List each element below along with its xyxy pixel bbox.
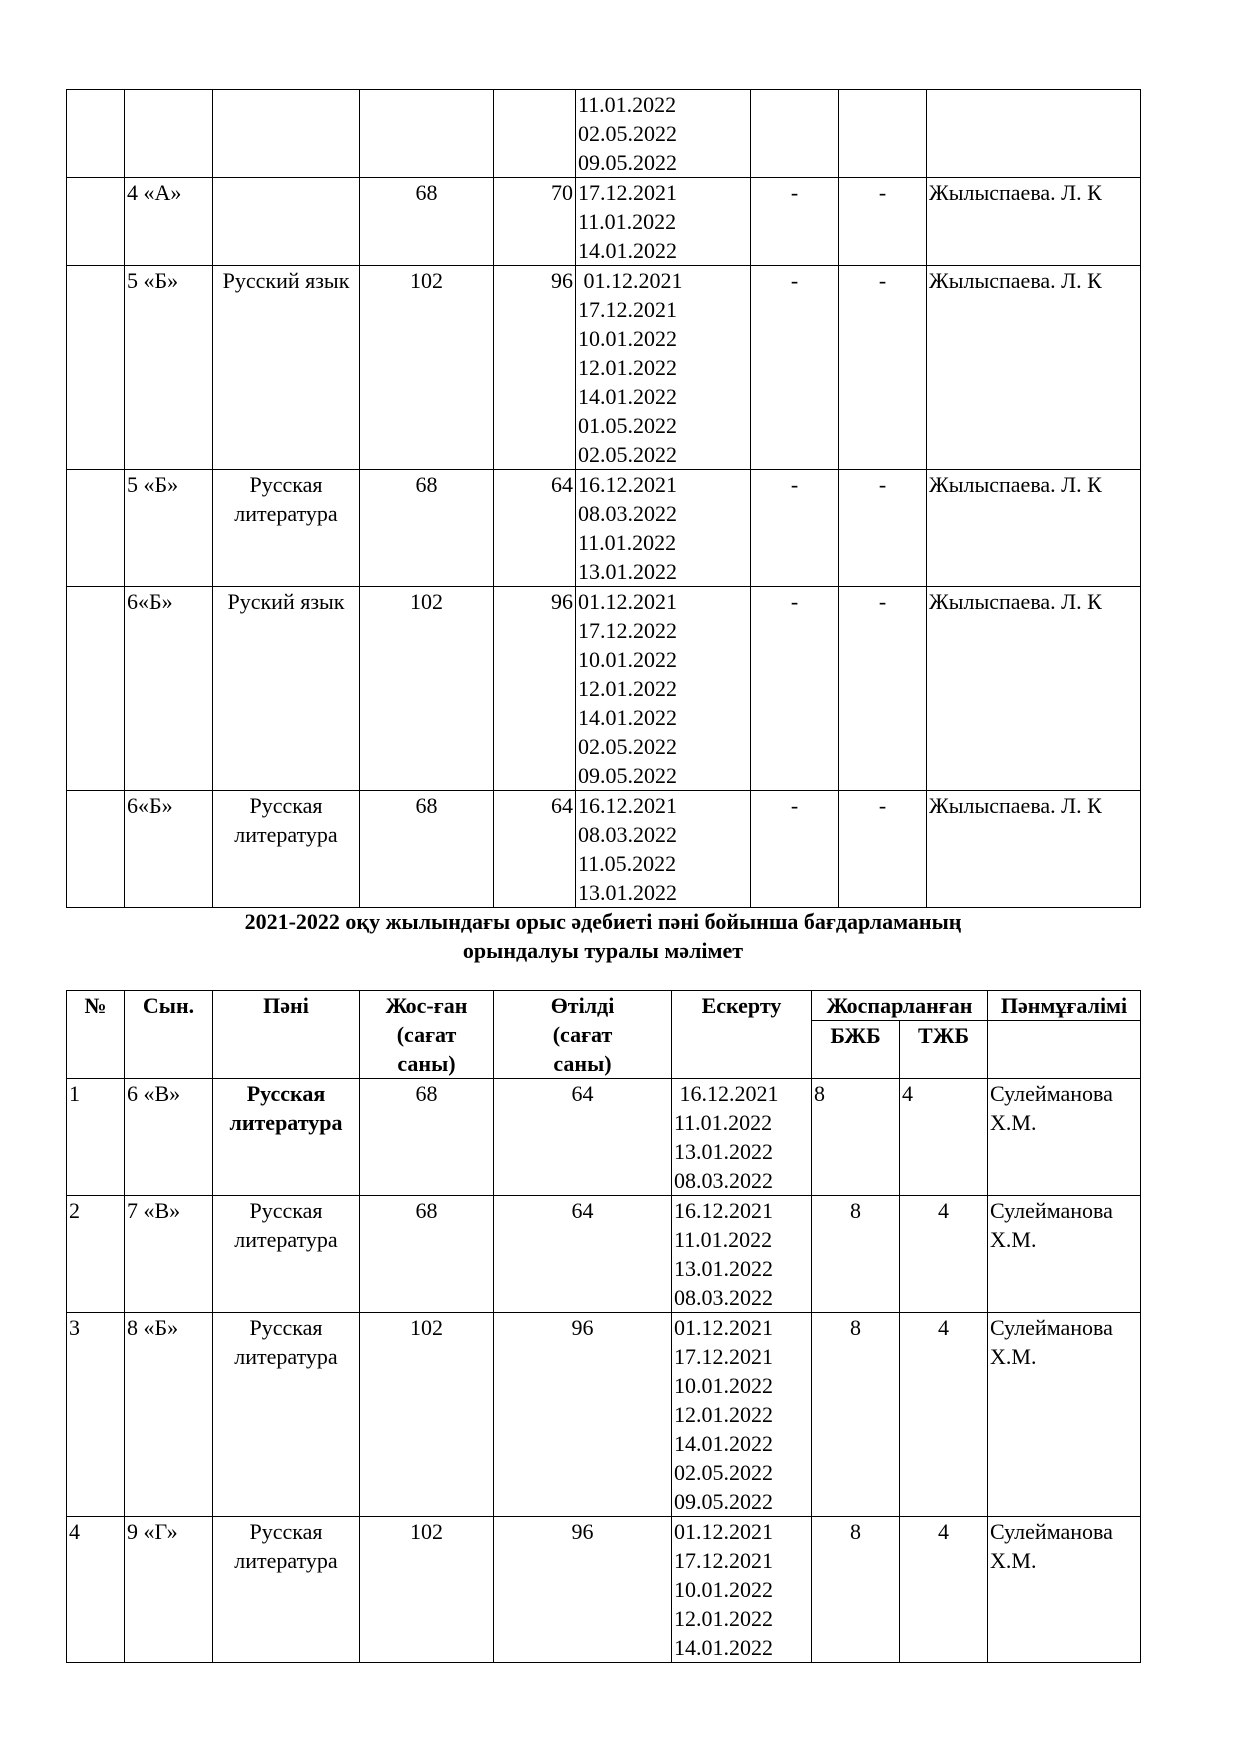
class-cell: 7 «В» [125,1196,213,1313]
date-entry: 09.05.2022 [674,1489,773,1514]
date-entry: 02.05.2022 [674,1460,773,1485]
header-done-line: саны) [553,1051,612,1076]
done-hours-cell: 96 [494,266,576,470]
date-entry: 17.12.2021 [674,1548,773,1573]
tjb-cell: 4 [900,1079,988,1196]
class-cell: 5 «Б» [125,470,213,587]
header-done-line: Өтілді [550,993,615,1018]
subject-cell: Русская литература [213,1079,360,1196]
teacher-cell: Жылыспаева. Л. К [927,178,1141,266]
dates-cell [672,1313,812,1517]
dates-cell [576,587,751,791]
dates-cell [672,1079,812,1196]
header-done-line: (сағат [552,1022,613,1047]
bjb-cell: 8 [812,1517,900,1663]
heading-line-2: орындалуы туралы мәлімет [462,938,744,963]
date-entry: 14.01.2022 [674,1635,773,1660]
date-entry: 12.01.2022 [578,676,677,701]
row-number: 3 [67,1313,125,1517]
teacher-cell: Сулейманова Х.М. [988,1196,1141,1313]
class-cell: 6«Б» [125,587,213,791]
dates-cell [576,470,751,587]
date-entry: 10.01.2022 [674,1373,773,1398]
header-planned-group: Жоспарланған [812,991,988,1021]
date-entry: 16.12.2021 [578,793,677,818]
date-entry: 13.01.2022 [674,1256,773,1281]
class-cell: 8 «Б» [125,1313,213,1517]
done-hours-cell: 64 [494,791,576,908]
done-hours-cell: 96 [494,1517,672,1663]
table-row [67,178,1141,266]
date-entry: 12.01.2022 [578,355,677,380]
date-entry: 11.01.2022 [578,92,677,117]
date-entry: 02.05.2022 [578,734,677,759]
date-entry: 01.12.2021 [578,589,677,614]
planned-hours-cell: 102 [360,587,494,791]
date-entry: 10.01.2022 [578,647,677,672]
teacher-cell: Жылыспаева. Л. К [927,791,1141,908]
date-entry: 13.01.2022 [578,559,677,584]
bjb-cell: - [751,178,839,266]
planned-hours-cell: 68 [360,470,494,587]
header-note: Ескерту [672,991,812,1079]
date-entry: 02.05.2022 [578,121,677,146]
row-number [67,791,125,908]
date-entry: 11.01.2022 [578,530,677,555]
header-no: № [67,991,125,1079]
tjb-cell: - [839,470,927,587]
header-teacher-blank [988,1021,1141,1079]
planned-hours-cell: 68 [360,1079,494,1196]
row-number [67,470,125,587]
table-row [67,266,1141,470]
dates-cell [576,266,751,470]
subject-cell: Русская литература [213,1196,360,1313]
row-number: 2 [67,1196,125,1313]
date-entry: 11.01.2022 [674,1110,773,1135]
date-entry: 01.05.2022 [578,413,677,438]
program-table-2 [66,990,1141,1663]
teacher-cell: Сулейманова Х.М. [988,1517,1141,1663]
subject-cell: Русская литература [213,1517,360,1663]
dates-cell [576,90,751,178]
bjb-cell: - [751,791,839,908]
planned-hours-cell: 102 [360,1313,494,1517]
header-planned-line: (сағат [396,1022,457,1047]
class-cell: 4 «А» [125,178,213,266]
date-entry: 16.12.2021 [674,1081,779,1106]
subject-cell: Русский язык [213,266,360,470]
date-entry: 17.12.2022 [578,618,677,643]
date-entry: 11.05.2022 [578,851,677,876]
date-entry: 02.05.2022 [578,442,677,467]
teacher-cell: Сулейманова Х.М. [988,1079,1141,1196]
bjb-cell: 8 [812,1196,900,1313]
bjb-cell: - [751,587,839,791]
table-row [67,791,1141,908]
subject-cell: Русская литература [213,1313,360,1517]
tjb-cell: - [839,266,927,470]
tjb-cell [839,90,927,178]
date-entry: 13.01.2022 [578,880,677,905]
date-entry: 08.03.2022 [674,1168,773,1193]
dates-cell [672,1517,812,1663]
date-entry: 16.12.2021 [578,472,677,497]
date-entry: 14.01.2022 [578,705,677,730]
subject-cell: Руский язык [213,587,360,791]
date-entry: 16.12.2021 [674,1198,773,1223]
teacher-cell: Жылыспаева. Л. К [927,587,1141,791]
subject-cell: Русская литература [213,791,360,908]
done-hours-cell: 96 [494,587,576,791]
table-row [67,1517,1141,1663]
date-entry: 10.01.2022 [578,326,677,351]
tjb-cell: 4 [900,1196,988,1313]
date-entry: 12.01.2022 [674,1402,773,1427]
teacher-cell: Сулейманова Х.М. [988,1313,1141,1517]
class-cell: 5 «Б» [125,266,213,470]
teacher-cell: Жылыспаева. Л. К [927,470,1141,587]
header-tjb: ТЖБ [900,1021,988,1079]
header-class: Сын. [125,991,213,1079]
date-entry: 01.12.2021 [674,1315,773,1340]
subject-cell [213,178,360,266]
heading-line-1: 2021-2022 оқу жылындағы орыс әдебиеті пәні бойынша бағдарламаның [244,909,962,934]
tjb-cell: 4 [900,1313,988,1517]
date-entry: 08.03.2022 [674,1285,773,1310]
table-row [67,1313,1141,1517]
row-number: 1 [67,1079,125,1196]
dates-cell [576,791,751,908]
date-entry: 01.12.2021 [674,1519,773,1544]
header-teacher: Пәнмұғалімі [988,991,1141,1021]
table-row [67,1196,1141,1313]
date-entry: 09.05.2022 [578,150,677,175]
date-entry: 14.01.2022 [578,238,677,263]
date-entry: 09.05.2022 [578,763,677,788]
planned-hours-cell: 68 [360,1196,494,1313]
date-entry: 17.12.2021 [674,1344,773,1369]
table-row [67,470,1141,587]
date-entry: 10.01.2022 [674,1577,773,1602]
dates-cell [576,178,751,266]
done-hours-cell: 64 [494,1079,672,1196]
bjb-cell: - [751,266,839,470]
header-planned-line: Жос-ған [385,993,468,1018]
header-planned-hours [360,991,494,1079]
subject-cell: Русская литература [213,470,360,587]
tjb-cell: - [839,791,927,908]
bjb-cell: 8 [812,1313,900,1517]
date-entry: 01.12.2021 [578,268,683,293]
row-number: 4 [67,1517,125,1663]
table-row [67,90,1141,178]
bjb-cell: - [751,470,839,587]
planned-hours-cell [360,90,494,178]
date-entry: 17.12.2021 [578,297,677,322]
done-hours-cell [494,90,576,178]
date-entry: 08.03.2022 [578,501,677,526]
date-entry: 12.01.2022 [674,1606,773,1631]
tjb-cell: 4 [900,1517,988,1663]
tjb-cell: - [839,178,927,266]
date-entry: 11.01.2022 [674,1227,773,1252]
bjb-cell: 8 [812,1079,900,1196]
planned-hours-cell: 68 [360,178,494,266]
class-cell: 6«Б» [125,791,213,908]
planned-hours-cell: 102 [360,1517,494,1663]
date-entry: 14.01.2022 [674,1431,773,1456]
header-bjb: БЖБ [812,1021,900,1079]
planned-hours-cell: 102 [360,266,494,470]
bjb-cell [751,90,839,178]
date-entry: 14.01.2022 [578,384,677,409]
table-row [67,587,1141,791]
class-cell: 9 «Г» [125,1517,213,1663]
tjb-cell: - [839,587,927,791]
header-subject: Пәні [213,991,360,1079]
row-number [67,266,125,470]
header-planned-line: саны) [397,1051,456,1076]
row-number [67,90,125,178]
planned-hours-cell: 68 [360,791,494,908]
row-number [67,178,125,266]
program-table-1 [66,89,1141,908]
date-entry: 08.03.2022 [578,822,677,847]
document-heading [66,907,1140,965]
date-entry: 11.01.2022 [578,209,677,234]
dates-cell [672,1196,812,1313]
done-hours-cell: 70 [494,178,576,266]
done-hours-cell: 96 [494,1313,672,1517]
header-done-hours [494,991,672,1079]
teacher-cell: Жылыспаева. Л. К [927,266,1141,470]
done-hours-cell: 64 [494,470,576,587]
date-entry: 17.12.2021 [578,180,677,205]
class-cell: 6 «В» [125,1079,213,1196]
class-cell [125,90,213,178]
table-row [67,1079,1141,1196]
date-entry: 13.01.2022 [674,1139,773,1164]
done-hours-cell: 64 [494,1196,672,1313]
row-number [67,587,125,791]
teacher-cell [927,90,1141,178]
subject-cell [213,90,360,178]
